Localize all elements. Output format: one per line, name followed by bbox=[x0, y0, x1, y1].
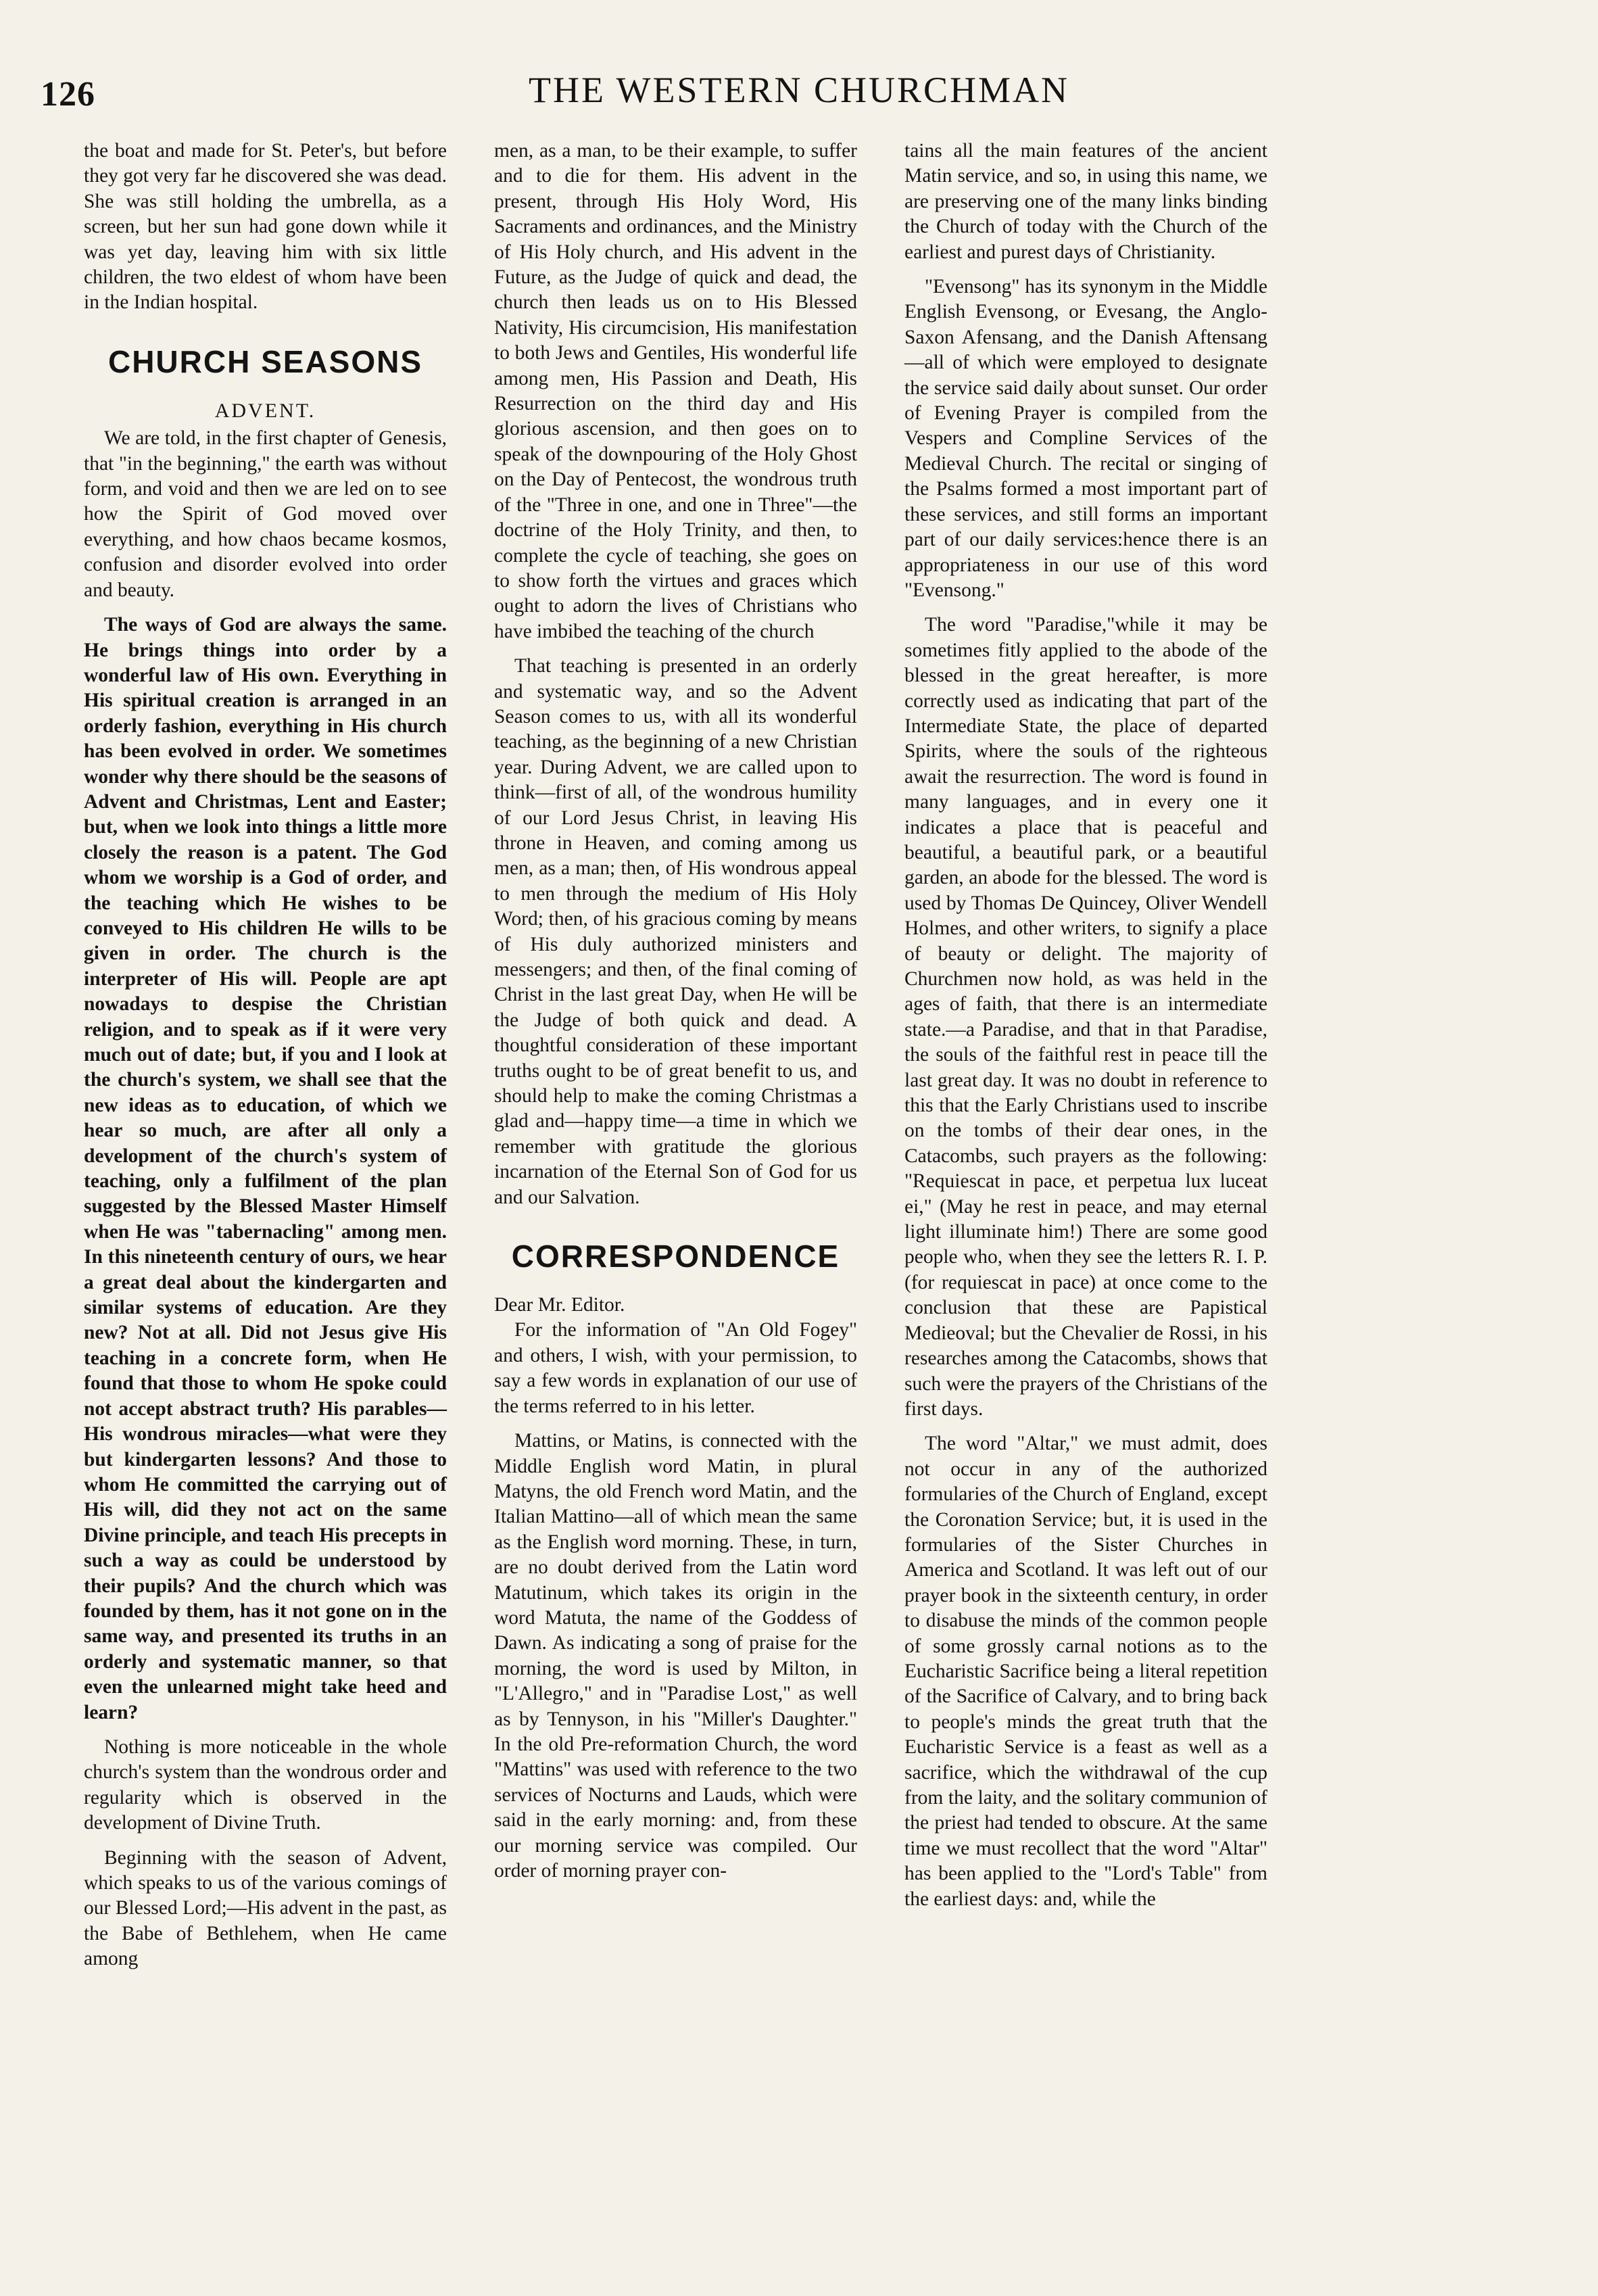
article-columns bbox=[84, 139, 1537, 2262]
paragraph: The ways of God are always the same. He brings things into order by a wonderful law of His own. Everything in His spiritual creation is arranged in an orderly fashion, everything in His church has been evolved in order. We sometimes wonder why there should be the seasons of Advent and Christmas, Lent and Easter; but, when we look into things a little more closely the reason is a patent. The God whom we worship is a God of order, and the teaching which He wishes to be conveyed to His children He wills to be given in order. The church is the interpreter of His will. People are apt nowadays to despise the Christian religion, and to speak as if it were very much out of date; but, if you and I look at the church's system, we shall see that the new ideas as to education, of which we hear so much, are after all only a development of the church's system of teaching, only a fulfilment of the plan suggested by the Blessed Master Himself when He was "tabernacling" among men. In this nineteenth century of ours, we hear a great deal about the kindergarten and similar systems of education. Are they new? Not at all. Did not Jesus give His teaching in a concrete form, when He found that those to whom He spoke could not accept abstract truth? His parables—His wondrous miracles—what were they but kindergarten lessons? And those to whom He committed the carrying out of His will, did they not act on the same Divine principle, and teach His precepts in such a way as could be understood by their pupils? And the church which was founded by them, has it not gone on in the same way, and presented its truths in an orderly and systematic manner, so that even the unlearned might take heed and learn? bbox=[84, 614, 447, 1723]
heading-church-seasons: CHURCH SEASONS bbox=[107, 343, 423, 379]
column-1 bbox=[84, 139, 447, 2262]
page-number: 126 bbox=[41, 75, 95, 114]
paragraph: That teaching is presented in an orderly and systematic way, and so the Advent Season comes to us, with all its wonderful teaching, as the beginning of a new Christian year. During Advent, we are called upon to think—first of all, of the wondrous humility of our Lord Jesus Christ, in leaving His throne in Heaven, and coming among us men, as a man; then, of His wondrous appeal to men through the medium of His Holy Word; then, of his gracious coming by means of His duly authorized ministers and messengers; and then, of the final coming of Christ in the last great Day, when He will be the Judge of both quick and dead. A thoughtful consideration of these important truths ought to be of great benefit to us, and should help to make the coming Christmas a glad and—happy time—a time in which we remember with gratitude the glorious incarnation of the Eternal Son of God for us and our Salvation. bbox=[494, 655, 857, 1208]
letter-paragraph: Mattins, or Matins, is connected with the Middle English word Matin, in plural Matyns, the old French word Matin, and the Italian Mattino—all of which mean the same as the English word morning. These, in turn, are no doubt derived from the Latin word Matutinum, which takes its origin in the word Matuta, the name of the Goddess of Dawn. As indicating a song of praise for the morning, the word is used by Milton, in "L'Allegro," and in "Paradise Lost," as well as by Tennyson, in his "Miller's Daughter." In the old Pre-reformation Church, the word "Mattins" was used with reference to the two services of Nocturns and Lauds, which were said in the early morning: and, from these our morning service was compiled. Our order of morning prayer con- bbox=[494, 1430, 857, 1882]
paragraph: "Evensong" has its synonym in the Middle English Evensong, or Evesang, the Anglo-Saxon Afensang, and the Danish Aftensang—all of which were employed to designate the service said daily about sunset. Our order of Evening Prayer is compiled from the Vespers and Compline Services of the Medieval Church. The recital or singing of the Psalms formed a most important part of these services, and still forms an important part of our daily services:hence there is an appropriateness in our use of this word "Evensong." bbox=[904, 276, 1267, 601]
paragraph: tains all the main features of the ancient Matin service, and so, in using this name, we are preserving one of the many links binding the Church of today with the Church of the earliest and purest days of Christianity. bbox=[904, 140, 1267, 263]
paragraph: The word "Paradise,"while it may be sometimes fitly applied to the abode of the blessed in the great hereafter, is more correctly used as indicating that part of the Intermediate State, the place of departed Spirits, where the souls of the righteous await the resurrection. The word is found in many languages, and in every one it indicates a place that is peaceful and beautiful, a beautiful park, or a beautiful garden, an abode for the blessed. The word is used by Thomas De Quincey, Oliver Wendell Holmes, and other writers, to signify a place of beauty or delight. The majority of Churchmen now hold, as was held in the ages of faith, that there is an intermediate state.—a Paradise, and that in that Paradise, the souls of the faithful rest in peace till the last great day. It was no doubt in reference to this that the Early Christians used to inscribe on the tombs of their dear ones, in the Catacombs, such prayers as the following: "Requiescat in pace, et perpetua lux luceat ei," (May he rest in peace, and may eternal light illuminate him!) There are some good people who, when they see the letters R. I. P. (for requiescat in pace) at once come to the conclusion that these are Papistical Medieoval; but the Chevalier de Rossi, in his researches among the Catacombs, shows that such were the prayers of the Christians of the first days. bbox=[904, 614, 1267, 1420]
column-3 bbox=[904, 139, 1267, 2262]
intro-paragraph: the boat and made for St. Peter's, but before they got very far he discovered she was dead. She was still holding the umbrella, as a screen, but her sun had gone down while it was yet day, leaving him with six little children, the two eldest of whom have been in the Indian hospital. bbox=[84, 140, 447, 314]
letter-salutation: Dear Mr. Editor. bbox=[494, 1294, 625, 1316]
publication-title: THE WESTERN CHURCHMAN bbox=[528, 70, 1069, 110]
paragraph: The word "Altar," we must admit, does not occur in any of the authorized formularies of the Church of England, except the Coronation Service; but, it is used in the formularies of the Sister Churches in America and Scotland. It was left out of our prayer book in the sixteenth century, in order to disabuse the minds of the common people of some grossly carnal notions as to the Eucharistic Sacrifice being a literal repetition of the Sacrifice of Calvary, and to bring back to people's minds the great truth that the Eucharistic Service is a feast as well as a sacrifice, which the withdrawal of the cup from the laity, and the solitary communion of the priest had tended to obscure. At the same time we must recollect that the word "Altar" has been applied to the "Lord's Table" from the earliest days: and, while the bbox=[904, 1433, 1267, 1910]
paragraph: Nothing is more noticeable in the whole church's system than the wondrous order and regularity which is observed in the development of Divine Truth. bbox=[84, 1736, 447, 1834]
letter-paragraph: For the information of "An Old Fogey" and others, I wish, with your permission, to say a few words in explanation of our use of the terms referred to in his letter. bbox=[494, 1319, 857, 1417]
page-header bbox=[0, 0, 1598, 135]
subheading-advent: ADVENT. bbox=[214, 399, 316, 422]
paragraph: Beginning with the season of Advent, which speaks to us of the various comings of our Blessed Lord;—His advent in the past, as the Babe of Bethlehem, when He came among bbox=[84, 1846, 447, 1970]
column-2 bbox=[494, 139, 857, 2262]
paragraph: men, as a man, to be their example, to suffer and to die for them. His advent in the present, through His Holy Word, His Sacraments and ordinances, and the Ministry of His Holy church, and His advent in the Future, as the Judge of quick and dead, the church then leads us on to His Blessed Nativity, His circumcision, His manifestation to both Jews and Gentiles, His wonderful life among men, His Passion and Death, His Resurrection on the third day and His glorious ascension, and then goes on to speak of the downpouring of the Holy Ghost on the Day of Pentecost, the wondrous truth of the "Three in one, and one in Three"—the doctrine of the Holy Trinity, and then, to complete the cycle of teaching, she goes on to show forth the virtues and graces which ought to adorn the lives of Christians who have imbibed the teaching of the church bbox=[494, 140, 857, 642]
heading-correspondence: CORRESPONDENCE bbox=[511, 1239, 840, 1274]
paragraph: We are told, in the first chapter of Genesis, that "in the beginning," the earth was without form, and void and then we are led on to see how the Spirit of God moved over everything, and how chaos became kosmos, confusion and disorder evolved into order and beauty. bbox=[84, 427, 447, 601]
